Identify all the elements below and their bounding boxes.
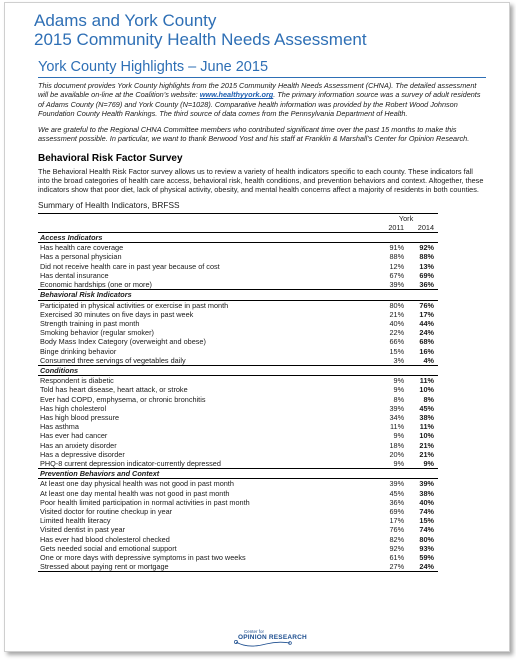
indicator-label: Visited doctor for routine checkup in year [40, 506, 173, 516]
table-header-year-2014: 2014 [417, 222, 434, 232]
table-row [38, 385, 438, 394]
table-section-row [38, 365, 438, 375]
indicator-label: Has health care coverage [40, 243, 124, 253]
indicator-label: Has ever had cancer [40, 431, 108, 441]
indicator-label: Has ever had blood cholesterol checked [40, 534, 170, 544]
value-2014: 24% [419, 328, 434, 338]
logo-line1: Center for [244, 629, 265, 634]
table-row [38, 328, 438, 337]
value-2011: 12% [389, 261, 405, 271]
section-body: The Behavioral Health Risk Factor survey allows us to review a variety of health indicators specific to each county. These indicators fall into the broad categories of health care access, behavioral risk, health conditions, and prevention behaviors and context. Altogether, these indicators show that poor diet, lack of physical activity, obesity, and mental health concerns affect a majority of residents in both counties. [38, 166, 484, 195]
table-row [38, 262, 438, 271]
indicator-label: Poor health limited participation in normal activities in past month [40, 497, 250, 507]
indicator-label: Gets needed social and emotional support [40, 543, 177, 553]
value-2014: 36% [419, 280, 434, 290]
table-row [38, 544, 438, 553]
opinion-research-logo [228, 629, 308, 649]
indicator-label: Has dental insurance [40, 270, 109, 280]
value-2011: 61% [389, 552, 405, 562]
logo-line2: OPINION RESEARCH [238, 634, 307, 641]
indicator-label: Economic hardships (one or more) [40, 280, 152, 290]
value-2014: 74% [419, 525, 434, 535]
table-row [38, 525, 438, 534]
value-2014: 16% [419, 346, 434, 356]
section-name: Prevention Behaviors and Context [38, 469, 374, 479]
table-row [38, 431, 438, 440]
indicator-label: Told has heart disease, heart attack, or stroke [40, 385, 188, 395]
value-2011: 21% [389, 309, 405, 319]
intro-text-1: This document provides York County highlights from the 2015 Community Health Needs Assessment (CHNA). The detailed assessment will be available on-line at the Coalition’s website: [38, 81, 477, 100]
indicator-label: Participated in physical activities or exercise in past month [40, 300, 229, 310]
highlights-subtitle: York County Highlights – June 2015 [38, 59, 486, 78]
value-2011: 92% [389, 543, 405, 553]
table-row [38, 280, 438, 290]
value-2014: 92% [419, 243, 434, 253]
value-2011: 39% [389, 280, 405, 290]
intro-text-2: . The primary information source was a survey of adult residents of Adams County (N=769) and York County (N=1028). Comparative health information was provided by the Robert Wood Johnson Foundation County Health Rankings. The third source of data comes from the Pennsylvania Department of Health. [38, 90, 481, 118]
table-row [38, 535, 438, 544]
table-row [38, 422, 438, 431]
value-2011: 45% [389, 488, 405, 498]
table-row [38, 562, 438, 572]
value-2011: 76% [389, 525, 405, 535]
value-2011: 9% [393, 376, 405, 386]
table-row [38, 356, 438, 366]
value-2011: 9% [393, 385, 405, 395]
indicator-label: Smoking behavior (regular smoker) [40, 328, 154, 338]
value-2011: 88% [389, 252, 405, 262]
table-row [38, 516, 438, 525]
table-row [38, 441, 438, 450]
indicator-label: At least one day physical health was not good in past month [40, 479, 234, 489]
indicator-label: Has an anxiety disorder [40, 440, 117, 450]
section-heading: Behavioral Risk Factor Survey [38, 152, 183, 164]
table-header-year-2011: 2011 [388, 222, 405, 232]
indicator-label: Did not receive health care in past year because of cost [40, 261, 220, 271]
table-row [38, 450, 438, 459]
value-2011: 67% [389, 270, 405, 280]
indicator-label: Limited health literacy [40, 516, 111, 526]
value-2011: 66% [389, 337, 405, 347]
value-2011: 39% [389, 403, 405, 413]
table-row [38, 395, 438, 404]
value-2014: 38% [419, 488, 434, 498]
indicator-label: Has asthma [40, 422, 79, 432]
value-2014: 45% [419, 403, 434, 413]
indicator-label: Body Mass Index Category (overweight and obese) [40, 337, 206, 347]
value-2014: 11% [419, 422, 434, 432]
value-2014: 17% [419, 309, 434, 319]
value-2011: 8% [393, 394, 405, 404]
indicator-label: Has a depressive disorder [40, 449, 125, 459]
value-2011: 40% [389, 318, 405, 328]
indicator-label: Has high cholesterol [40, 403, 107, 413]
indicator-label: Binge drinking behavior [40, 346, 117, 356]
table-row [38, 413, 438, 422]
value-2014: 39% [419, 479, 434, 489]
value-2011: 9% [393, 431, 405, 441]
indicator-label: Stressed about paying rent or mortgage [38, 562, 374, 572]
indicator-label: Strength training in past month [40, 318, 140, 328]
value-2011: 11% [390, 422, 405, 432]
table-row [38, 479, 438, 489]
value-2011: 18% [389, 440, 405, 450]
value-2014: 21% [419, 440, 434, 450]
value-2014: 68% [419, 337, 434, 347]
website-link[interactable]: www.healthyyork.org [199, 90, 274, 100]
table-title: Summary of Health Indicators, BRFSS [38, 199, 180, 210]
table-row [38, 347, 438, 356]
value-2014: 11% [419, 376, 434, 386]
table-row [38, 252, 438, 261]
indicator-label: One or more days with depressive symptoms in past two weeks [40, 552, 246, 562]
table-header-county: York [374, 213, 438, 223]
value-2014: 93% [419, 543, 434, 553]
value-2014: 69% [419, 270, 434, 280]
value-2011: 91% [389, 243, 405, 253]
intro-paragraph [38, 81, 486, 118]
value-2014: 4% [423, 355, 434, 365]
indicator-label: At least one day mental health was not good in past month [40, 488, 230, 498]
value-2011: 9% [393, 458, 405, 468]
value-2011: 80% [389, 300, 405, 310]
indicator-label: Has a personal physician [40, 252, 122, 262]
value-2014: 21% [419, 449, 434, 459]
table-row [38, 337, 438, 346]
value-2011: 27% [374, 562, 404, 572]
table-section-row [38, 469, 438, 479]
table-row [38, 489, 438, 498]
indicator-label: Exercised 30 minutes on five days in past week [40, 309, 194, 319]
value-2014: 38% [419, 412, 434, 422]
value-2014: 24% [404, 562, 438, 572]
table-row [38, 319, 438, 328]
table-row [38, 507, 438, 516]
indicator-label: PHQ-8 current depression indicator-currently depressed [40, 458, 221, 468]
table-row [38, 271, 438, 280]
acknowledgement-paragraph: We are grateful to the Regional CHNA Committee members who contributed significant time over the past 15 months to make this assessment possible. In particular, we want to thank Berwood Yost and his staff at Franklin & Marshall’s Center for Opinion Research. [38, 125, 470, 144]
section-name: Access Indicators [38, 233, 374, 243]
value-2011: 69% [389, 506, 405, 516]
value-2011: 39% [389, 479, 405, 489]
value-2014: 76% [419, 300, 434, 310]
value-2011: 22% [389, 328, 405, 338]
value-2014: 80% [419, 534, 434, 544]
section-name: Behavioral Risk Indicators [38, 290, 374, 300]
value-2014: 8% [423, 394, 434, 404]
table-header-group-row [38, 213, 438, 223]
table-row [38, 459, 438, 469]
indicator-label: Has high blood pressure [40, 412, 120, 422]
value-2011: 34% [389, 412, 405, 422]
table-section-row [38, 290, 438, 300]
value-2011: 36% [389, 497, 405, 507]
table-header-year-row [38, 223, 438, 233]
value-2014: 44% [419, 318, 434, 328]
value-2011: 82% [389, 534, 405, 544]
indicator-label: Respondent is diabetic [40, 376, 114, 386]
table-row [38, 300, 438, 310]
document-page [4, 2, 510, 652]
value-2014: 59% [419, 552, 434, 562]
document-content [34, 11, 486, 572]
value-2014: 13% [419, 261, 434, 271]
value-2014: 10% [419, 431, 434, 441]
indicator-label: Visited dentist in past year [40, 525, 126, 535]
document-title-line2: 2015 Community Health Needs Assessment [34, 30, 367, 49]
value-2011: 3% [393, 355, 405, 365]
table-section-row [38, 233, 438, 243]
value-2011: 20% [389, 449, 405, 459]
table-row [38, 498, 438, 507]
table-row [38, 553, 438, 562]
value-2014: 40% [419, 497, 434, 507]
indicator-label: Consumed three servings of vegetables daily [40, 355, 186, 365]
table-row [38, 376, 438, 386]
value-2014: 10% [419, 385, 434, 395]
table-row [38, 404, 438, 413]
indicator-label: Ever had COPD, emphysema, or chronic bronchitis [40, 394, 206, 404]
value-2011: 17% [389, 516, 405, 526]
table-row [38, 243, 438, 253]
document-title-line1: Adams and York County [34, 11, 217, 30]
value-2014: 15% [419, 516, 434, 526]
value-2014: 74% [419, 506, 434, 516]
section-name: Conditions [38, 365, 374, 375]
value-2014: 9% [423, 458, 434, 468]
table-row [38, 310, 438, 319]
value-2011: 15% [389, 346, 405, 356]
health-indicators-table [38, 213, 438, 573]
value-2014: 88% [419, 252, 434, 262]
